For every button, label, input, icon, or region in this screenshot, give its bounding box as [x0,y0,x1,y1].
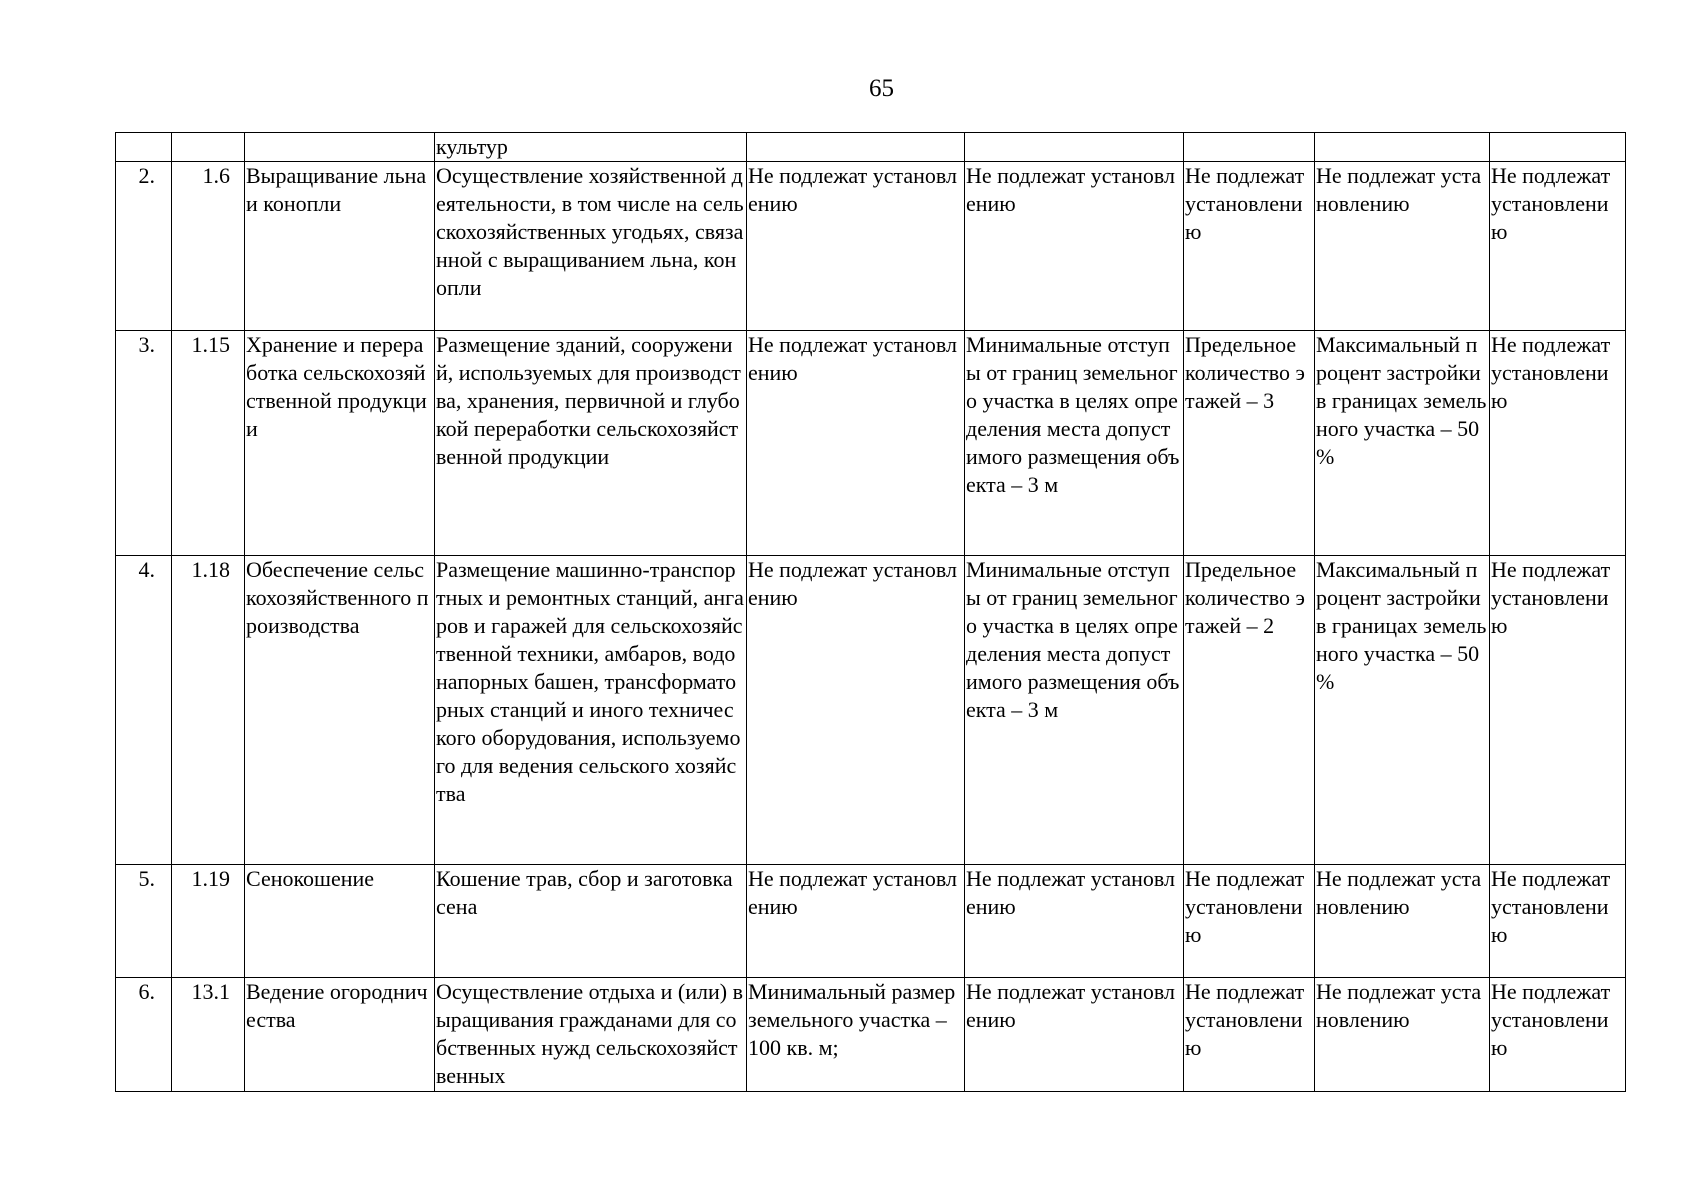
cell-plot-size: Не подлежат установлению [747,331,965,556]
table-row [116,133,1626,162]
cell-description: Осуществление отдыха и (или) выращивания гражданами для собственных нужд сельскохозяйственных [435,978,747,1092]
page-number: 65 [869,75,894,102]
cell-setbacks: Минимальные отступы от границ земельного участка в целях определения места допустимого размещения объекта – 3 м [965,556,1184,865]
cell-name: Ведение огородничества [245,978,435,1092]
cell-description: культур [435,133,747,162]
cell-num: 6. [116,978,172,1092]
cell-plot-size: Не подлежат установлению [747,865,965,978]
cell-coverage: Не подлежат установлению [1315,978,1490,1092]
cell-floors: Не подлежат установлению [1184,978,1315,1092]
cell-code: 1.6 [172,162,245,331]
cell-coverage: Максимальный процент застройки в границах земельного участка – 50 % [1315,331,1490,556]
cell-num [116,133,172,162]
cell-coverage: Максимальный процент застройки в границах земельного участка – 50 % [1315,556,1490,865]
cell-code: 13.1 [172,978,245,1092]
cell-num: 2. [116,162,172,331]
table-row [116,331,1626,556]
cell-plot-size: Минимальный размер земельного участка – 100 кв. м; [747,978,965,1092]
table-row [116,162,1626,331]
table-row [116,978,1626,1092]
cell-coverage: Не подлежат установлению [1315,162,1490,331]
cell-setbacks: Не подлежат установлению [965,978,1184,1092]
cell-name: Сенокошение [245,865,435,978]
cell-plot-size: Не подлежат установлению [747,556,965,865]
cell-floors: Не подлежат установлению [1184,865,1315,978]
cell-name [245,133,435,162]
table-row [116,865,1626,978]
cell-floors: Предельное количество этажей – 2 [1184,556,1315,865]
cell-code: 1.19 [172,865,245,978]
cell-setbacks: Не подлежат установлению [965,865,1184,978]
cell-num: 5. [116,865,172,978]
cell-floors: Предельное количество этажей – 3 [1184,331,1315,556]
cell-code: 1.15 [172,331,245,556]
cell-name: Хранение и переработка сельскохозяйственной продукции [245,331,435,556]
cell-other: Не подлежат установлению [1490,556,1626,865]
cell-setbacks: Не подлежат установлению [965,162,1184,331]
cell-plot-size [747,133,965,162]
cell-code [172,133,245,162]
cell-other [1490,133,1626,162]
cell-coverage: Не подлежат установлению [1315,865,1490,978]
cell-other: Не подлежат установлению [1490,331,1626,556]
cell-num: 4. [116,556,172,865]
cell-floors [1184,133,1315,162]
cell-name: Обеспечение сельскохозяйственного производства [245,556,435,865]
regulations-table [115,132,1626,1092]
cell-other: Не подлежат установлению [1490,162,1626,331]
cell-description: Размещение зданий, сооружений, используемых для производства, хранения, первичной и глубокой переработки сельскохозяйственной продукции [435,331,747,556]
cell-name: Выращивание льна и конопли [245,162,435,331]
cell-setbacks [965,133,1184,162]
table-row [116,556,1626,865]
cell-coverage [1315,133,1490,162]
cell-description: Осуществление хозяйственной деятельности, в том числе на сельскохозяйственных угодьях, связанной с выращиванием льна, конопли [435,162,747,331]
cell-other: Не подлежат установлению [1490,865,1626,978]
cell-other: Не подлежат установлению [1490,978,1626,1092]
cell-num: 3. [116,331,172,556]
cell-setbacks: Минимальные отступы от границ земельного участка в целях определения места допустимого размещения объекта – 3 м [965,331,1184,556]
cell-floors: Не подлежат установлению [1184,162,1315,331]
cell-description: Размещение машинно-транспортных и ремонтных станций, ангаров и гаражей для сельскохозяйственной техники, амбаров, водонапорных башен, трансформаторных станций и иного технического оборудования, используемого для ведения сельского хозяйства [435,556,747,865]
cell-description: Кошение трав, сбор и заготовка сена [435,865,747,978]
cell-code: 1.18 [172,556,245,865]
cell-plot-size: Не подлежат установлению [747,162,965,331]
